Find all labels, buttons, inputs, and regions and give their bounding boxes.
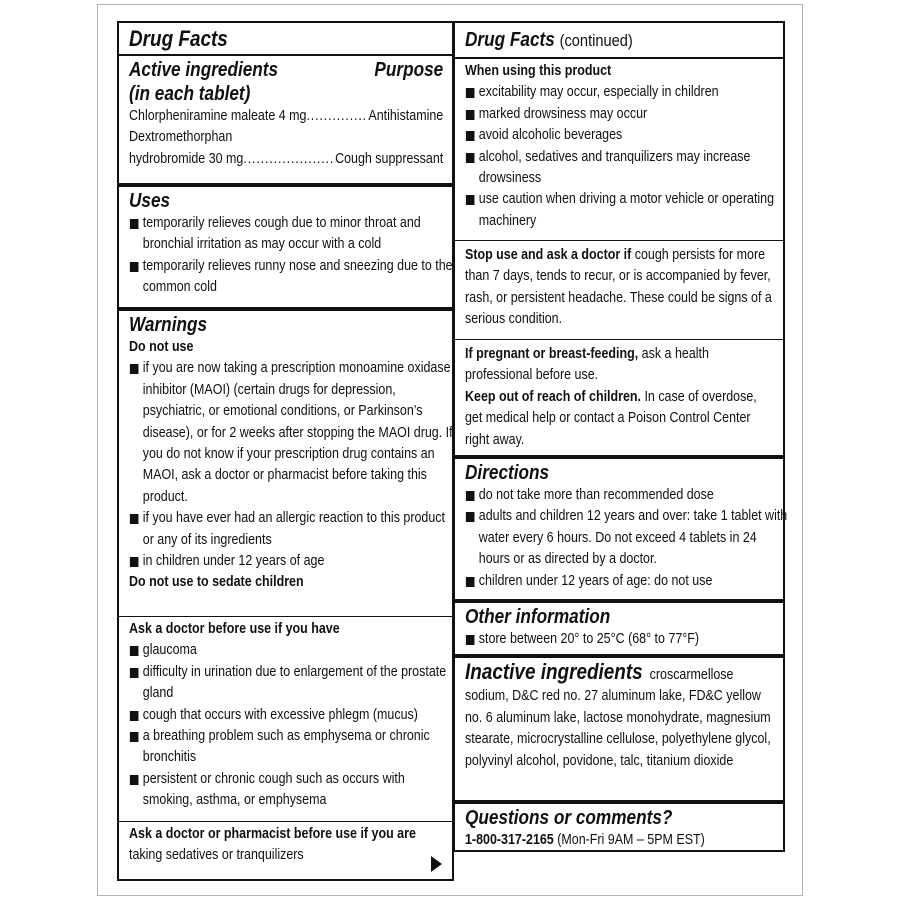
directions-section <box>455 459 788 603</box>
stop-use-body: cough persists for more than 7 days, tends to recur, or is accompanied by fever, rash, or persistent headache. These could be signs of a serious condition. <box>465 247 772 328</box>
questions-heading: Questions or comments? <box>465 807 673 829</box>
drug-facts-panel-left <box>117 21 454 881</box>
pregnant-text <box>465 342 774 387</box>
ingredient-2-name-line2: hydrobromide 30 mg <box>129 150 244 167</box>
in-each-tablet-label: (in each tablet) <box>129 83 251 105</box>
title-section-continued <box>455 23 783 59</box>
drug-facts-panel-right <box>453 21 788 852</box>
list-item: do not take more than recommended dose <box>465 485 788 506</box>
drug-facts-continued-title <box>465 25 732 56</box>
list-item: avoid alcoholic beverages <box>465 125 788 146</box>
inactive-ingredients-section <box>455 658 783 804</box>
list-item: temporarily relieves runny nose and sneezing due to the common cold <box>129 256 457 299</box>
list-item: adults and children 12 years and over: take 1 tablet with water every 6 hours. Do not exceed 4 tablets in 24 hours or as directed by a doctor. <box>465 506 788 570</box>
ingredient-2-name-line1: Dextromethorphan <box>129 129 233 146</box>
list-item: alcohol, sedatives and tranquilizers may increase drowsiness <box>465 147 788 190</box>
ask-doctor-section <box>119 617 452 822</box>
uses-heading: Uses <box>129 190 171 212</box>
pregnant-body: ask a health professional before use. <box>465 346 709 384</box>
stop-use-lead: Stop use and ask a doctor if <box>465 247 632 263</box>
warnings-section <box>119 311 452 617</box>
leader-dots <box>243 149 335 170</box>
drug-facts-title: Drug Facts <box>129 26 228 51</box>
ingredient-2 <box>129 127 443 170</box>
pregnancy-keep-out-section <box>455 340 783 459</box>
list-item: temporarily relieves cough due to minor throat and bronchial irritation as may occur with a cold <box>129 213 457 256</box>
list-item: if you have ever had an allergic reaction to this product or any of its ingredients <box>129 508 457 551</box>
continued-label: (continued) <box>559 31 633 50</box>
inactive-ingredients-list: croscarmellose sodium, D&C red no. 27 aluminum lake, FD&C yellow no. 6 aluminum lake, lactose monohydrate, magnesium stearate, microcrystalline cellulose, polyethylene glycol, polyvinyl alcohol, povidone, talc, titanium dioxide <box>465 667 771 769</box>
ingredient-1-purpose: Antihistamine <box>368 108 444 124</box>
ingredient-1 <box>129 106 443 127</box>
list-item: cough that occurs with excessive phlegm (mucus) <box>129 705 457 726</box>
title-section <box>119 23 452 56</box>
stop-use-text <box>465 243 774 331</box>
phone-number: 1-800-317-2165 <box>465 832 554 848</box>
purpose-label: Purpose <box>374 59 444 81</box>
inactive-ingredients-heading: Inactive ingredients <box>465 659 643 684</box>
list-item: marked drowsiness may occur <box>465 104 788 125</box>
ask-pharmacist-text: taking sedatives or tranquilizers <box>129 847 304 864</box>
ingredient-1-name: Chlorpheniramine maleate 4 mg <box>129 108 307 124</box>
keep-out-text <box>465 387 774 451</box>
directions-heading: Directions <box>465 462 550 484</box>
active-ingredients-label: Active ingredients <box>129 59 279 81</box>
warnings-heading: Warnings <box>129 314 208 336</box>
keep-out-lead: Keep out of reach of children. <box>465 388 641 405</box>
keep-out-body: In case of overdose, get medical help or contact a Poison Control Center right away. <box>465 388 757 448</box>
list-item: persistent or chronic cough such as occurs with smoking, asthma, or emphysema <box>129 769 457 812</box>
list-item: children under 12 years of age: do not use <box>465 571 788 592</box>
list-item: difficulty in urination due to enlargement of the prostate gland <box>129 662 457 705</box>
contact-line <box>465 830 774 851</box>
continue-arrow-icon <box>431 856 442 872</box>
do-not-use-heading: Do not use <box>129 339 194 355</box>
phone-hours: (Mon-Fri 9AM – 5PM EST) <box>553 832 705 848</box>
when-using-section <box>455 59 783 241</box>
uses-section <box>119 187 452 311</box>
other-information-section <box>455 603 783 658</box>
when-using-heading: When using this product <box>465 63 612 79</box>
ask-pharmacist-section <box>119 822 452 878</box>
active-ingredients-section <box>119 56 452 187</box>
list-item: glaucoma <box>129 640 457 661</box>
inactive-ingredients-text <box>465 660 774 772</box>
list-item: use caution when driving a motor vehicle or operating machinery <box>465 189 788 232</box>
stop-use-section <box>455 241 783 340</box>
list-item: a breathing problem such as emphysema or chronic bronchitis <box>129 726 457 769</box>
list-item: in children under 12 years of age <box>129 551 457 572</box>
list-item: if you are now taking a prescription monoamine oxidase inhibitor (MAOI) (certain drugs for depression, psychiatric, or emotional conditions, or Parkinson’s disease), or for 2 weeks after stopping the MAOI drug. If you do not know if your prescription drug contains an MAOI, ask a doctor or pharmacist before taking this product. <box>129 358 457 508</box>
sedate-warning: Do not use to sedate children <box>129 574 304 591</box>
other-information-heading: Other information <box>465 606 611 628</box>
active-ingredients-heading <box>129 58 443 82</box>
leader-dots <box>306 106 368 127</box>
ingredient-2-purpose: Cough suppressant <box>335 150 444 167</box>
pregnant-lead: If pregnant or breast-feeding, <box>465 346 639 362</box>
ask-pharmacist-heading: Ask a doctor or pharmacist before use if you are <box>129 826 416 842</box>
list-item: excitability may occur, especially in children <box>465 82 788 103</box>
ask-doctor-heading: Ask a doctor before use if you have <box>129 621 340 637</box>
list-item: store between 20° to 25°C (68° to 77°F) <box>465 629 788 650</box>
drug-facts-title: Drug Facts <box>465 29 555 51</box>
questions-section <box>455 804 783 852</box>
